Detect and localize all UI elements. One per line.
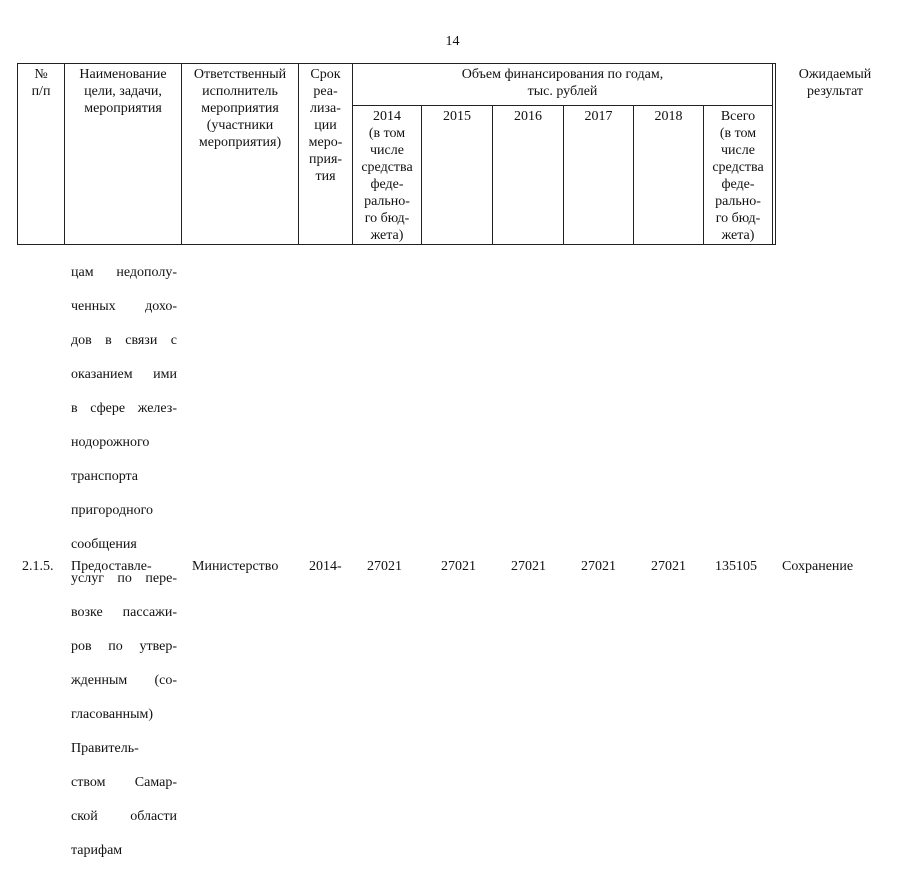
continuation-line: в сфере желез- (71, 401, 177, 416)
header-total: Всего (в том числе средства феде- рально- го бюд- жета) (712, 109, 764, 243)
row-executor: Министерство (192, 559, 279, 574)
continuation-line: дов в связи с (71, 333, 177, 348)
col-border-8 (633, 105, 634, 245)
header-2018: 2018 (654, 109, 683, 124)
row-term: 2014- (309, 559, 342, 574)
row-value-2014: 27021 (367, 559, 402, 574)
continuation-line: услуг по пере- (71, 571, 177, 586)
continuation-line: ров по утвер- (71, 639, 177, 654)
finance-sub-border (352, 105, 772, 106)
row-value-2017: 27021 (581, 559, 616, 574)
header-2015: 2015 (443, 109, 471, 124)
continuation-line: нодорожного (71, 435, 150, 450)
header-top-border (17, 63, 776, 64)
header-name: Наименование цели, задачи, мероприятия (79, 67, 167, 116)
continuation-line: ством Самар- (71, 775, 177, 790)
col-border-10 (772, 63, 773, 245)
header-result: Ожидаемый результат (798, 67, 872, 99)
continuation-line: гласованным) (71, 707, 153, 722)
header-2014: 2014 (в том числе средства феде- рально- го бюд- жета) (361, 109, 413, 243)
header-executor: Ответственный исполнитель мероприятия (участники мероприятия) (193, 67, 287, 150)
header-2016: 2016 (514, 109, 542, 124)
row-name: Предоставле- (71, 559, 152, 574)
header-bottom-border (17, 244, 776, 245)
continuation-line: транспорта (71, 469, 139, 484)
continuation-line: ченных дохо- (71, 299, 177, 314)
col-border-7 (563, 105, 564, 245)
continuation-line: ской области (71, 809, 177, 824)
header-term: Срок реа- лиза- ции меро- прия- тия (308, 67, 343, 184)
continuation-line: жденным (со- (71, 673, 177, 688)
continuation-line: Правитель- (71, 741, 139, 756)
header-num: № п/п (31, 67, 51, 99)
row-num: 2.1.5. (22, 559, 54, 574)
row-value-2018: 27021 (651, 559, 686, 574)
col-border-6 (492, 105, 493, 245)
continuation-line: оказанием ими (71, 367, 177, 382)
page-number: 14 (445, 34, 460, 49)
continuation-line: пригородного (71, 503, 153, 518)
continuation-line: цам недополу- (71, 265, 177, 280)
row-result: Сохранение (782, 559, 854, 574)
continuation-line: сообщения (71, 537, 137, 552)
continuation-line: возке пассажи- (71, 605, 177, 620)
continuation-line: тарифам (71, 843, 123, 858)
header-finance: Объем финансирования по годам, тыс. рублей (461, 67, 664, 99)
row-value-total: 135105 (715, 559, 757, 574)
col-border-5 (421, 105, 422, 245)
header-2017: 2017 (584, 109, 613, 124)
row-value-2015: 27021 (441, 559, 476, 574)
row-value-2016: 27021 (511, 559, 546, 574)
